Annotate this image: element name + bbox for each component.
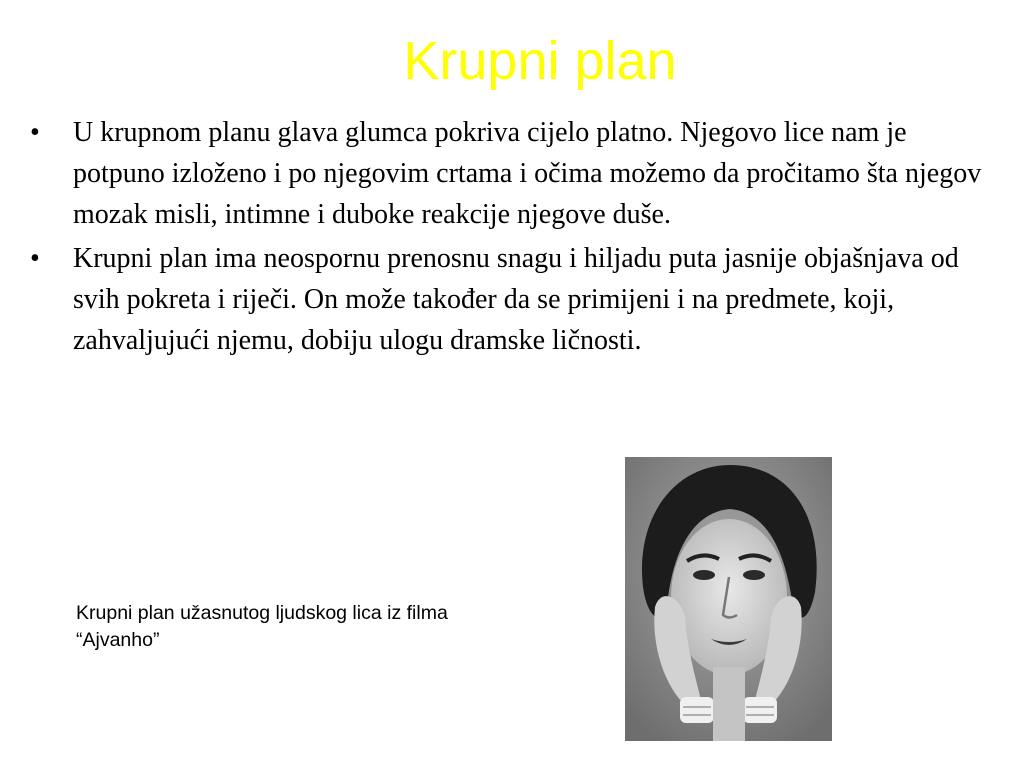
face-closeup-image xyxy=(625,457,832,741)
caption-line: “Ajvanho” xyxy=(76,629,160,651)
bullet-item xyxy=(30,112,1005,235)
bullet-text: U krupnom planu glava glumca pokriva cijelo platno. Njegovo lice nam je potpuno izloženo i po njegovim crtama i očima možemo da pročitamo šta njegov mozak misli, intimne i duboke reakcije njegove duše. xyxy=(73,117,982,230)
caption-line: Krupni plan užasnutog ljudskog lica iz filma xyxy=(76,602,448,624)
photo-caption xyxy=(76,600,596,654)
bullet-icon: • xyxy=(30,117,40,148)
bullet-text: Krupni plan ima neospornu prenosnu snagu i hiljadu puta jasnije objašnjava od svih pokreta i riječi. On može također da se primijeni i na predmete, koji, zahvaljujući njemu, dobiju ulogu dramske ličnosti. xyxy=(73,243,959,356)
bullet-item xyxy=(30,238,1005,361)
bullet-list xyxy=(30,112,1005,361)
film-still-photo xyxy=(625,457,832,741)
slide-title: Krupni plan xyxy=(403,31,677,91)
bullet-icon: • xyxy=(30,243,40,274)
